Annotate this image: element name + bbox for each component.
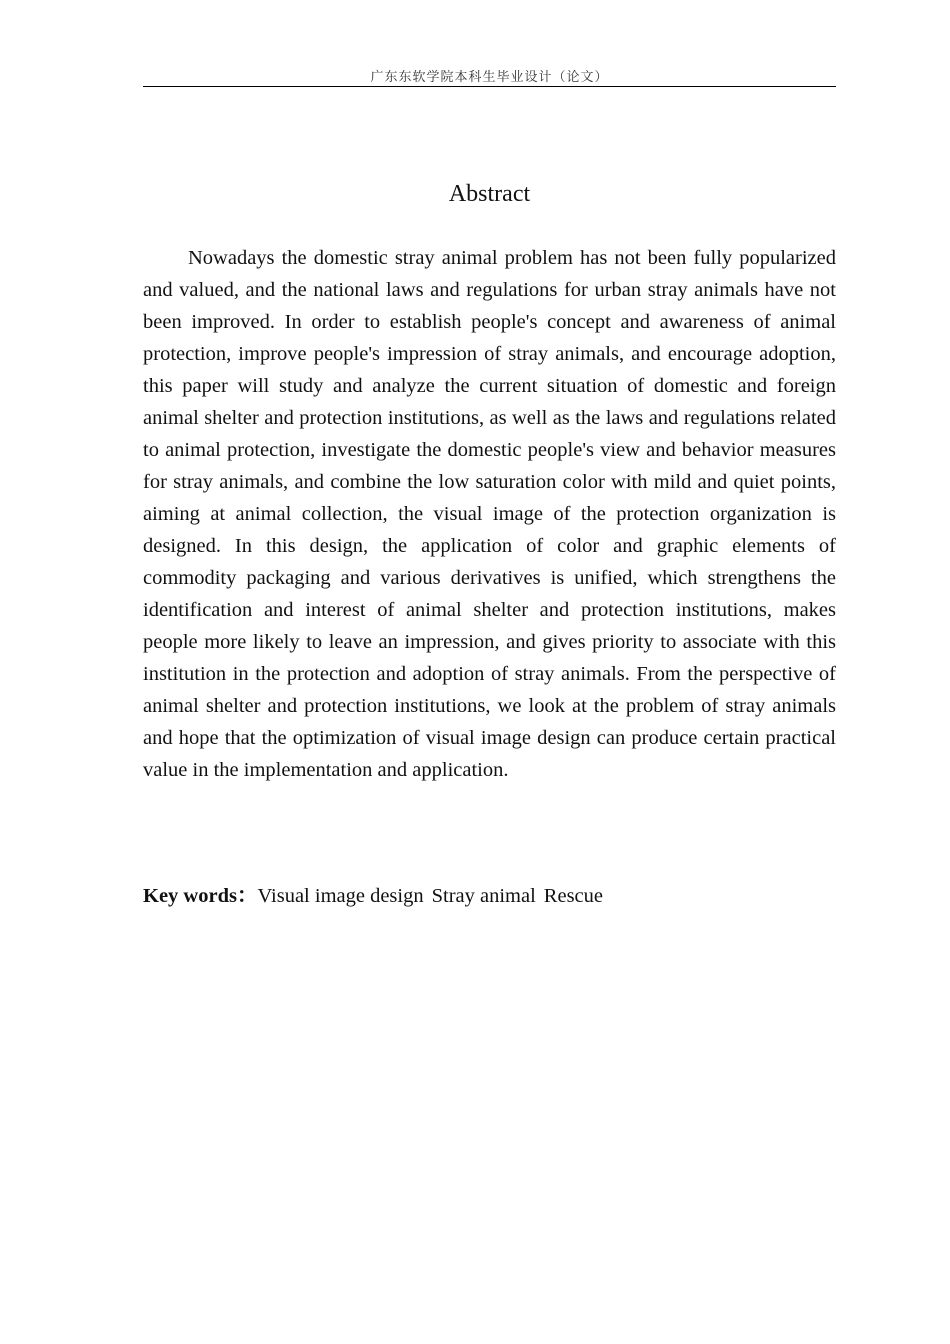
header-divider xyxy=(143,86,836,87)
abstract-title: Abstract xyxy=(448,181,531,207)
keywords-label: Key words： xyxy=(143,885,258,907)
page-header: 广东东软学院本科生毕业设计（论文） xyxy=(370,70,609,85)
keyword-term: Rescue xyxy=(543,885,603,907)
keyword-term: Stray animal xyxy=(431,885,536,907)
keyword-term: Visual image design xyxy=(257,885,424,907)
keywords-line xyxy=(143,880,836,912)
abstract-body: Nowadays the domestic stray animal problem has not been fully popularized and valued, and the national laws and regulations for urban stray animals have not been improved. In order to establish people's concept and awareness of animal protection, improve people's impression of stray animals, and encourage adoption, this paper will study and analyze the current situation of domestic and foreign animal shelter and protection institutions, as well as the laws and regulations related to animal protection, investigate the domestic people's view and behavior measures for stray animals, and combine the low saturation color with mild and quiet points, aiming at animal collection, the visual image of the protection organization is designed. In this design, the application of color and graphic elements of commodity packaging and various derivatives is unified, which strengthens the identification and interest of animal shelter and protection institutions, makes people more likely to leave an impression, and gives priority to associate with this institution in the protection and adoption of stray animals. From the perspective of animal shelter and protection institutions, we look at the problem of stray animals and hope that the optimization of visual image design can produce certain practical value in the implementation and application. xyxy=(143,247,836,781)
